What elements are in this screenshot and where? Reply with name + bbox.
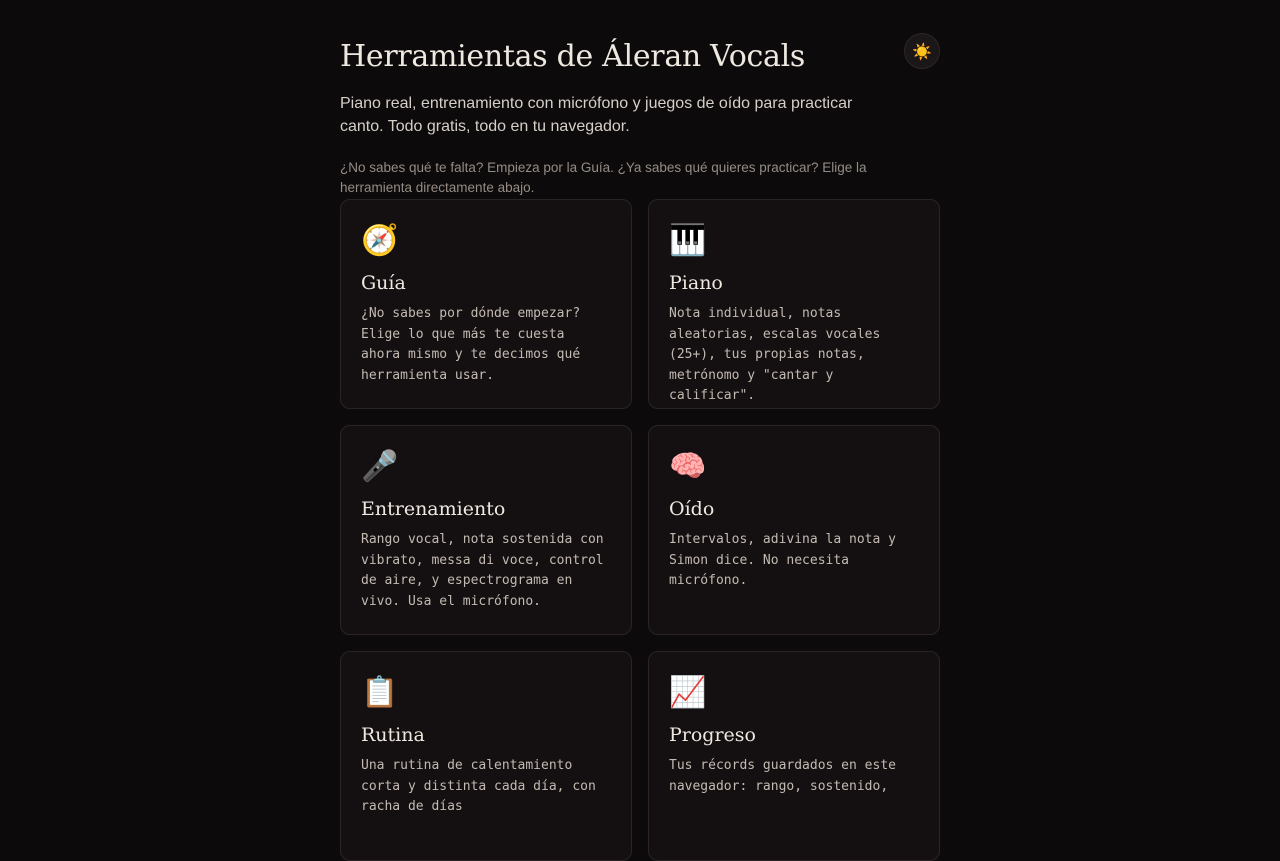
- chart-increasing-icon: 📈: [669, 675, 707, 710]
- clipboard-icon: 📋: [361, 675, 399, 710]
- tool-card-oido[interactable]: [648, 425, 940, 635]
- tool-card-piano[interactable]: [648, 199, 940, 409]
- page-title: Herramientas de Áleran Vocals: [340, 39, 806, 74]
- microphone-icon: 🎤: [361, 449, 399, 484]
- tool-card-progreso[interactable]: [648, 651, 940, 861]
- card-title: Entrenamiento: [361, 498, 506, 520]
- card-title: Progreso: [669, 724, 756, 746]
- page-intro: Piano real, entrenamiento con micrófono y juegos de oído para practicar canto. Todo gratis, todo en tu navegador.: [340, 95, 853, 135]
- tools-page: [340, 0, 940, 861]
- card-description: ¿No sabes por dónde empezar? Elige lo que más te cuesta ahora mismo y te decimos qué herramienta usar.: [361, 306, 581, 383]
- card-description: Una rutina de calentamiento corta y distinta cada día, con racha de días: [361, 758, 596, 814]
- theme-toggle-button[interactable]: [904, 33, 940, 69]
- card-title: Rutina: [361, 724, 425, 746]
- tool-card-rutina[interactable]: [340, 651, 632, 861]
- brain-icon: 🧠: [669, 449, 707, 484]
- card-description: Rango vocal, nota sostenida con vibrato, messa di voce, control de aire, y espectrograma en vivo. Usa el micrófono.: [361, 532, 604, 609]
- tools-grid: [340, 199, 940, 861]
- card-title: Guía: [361, 272, 406, 294]
- tool-card-entrenamiento[interactable]: [340, 425, 632, 635]
- card-description: Nota individual, notas aleatorias, escalas vocales (25+), tus propias notas, metrónomo y "cantar y calificar".: [669, 306, 881, 403]
- compass-icon: 🧭: [361, 223, 399, 258]
- card-title: Piano: [669, 272, 723, 294]
- piano-keys-icon: 🎹: [669, 223, 707, 258]
- card-title: Oído: [669, 498, 715, 520]
- sun-icon: ☀️: [912, 41, 932, 61]
- tool-card-guia[interactable]: [340, 199, 632, 409]
- page-hint: ¿No sabes qué te falta? Empieza por la Guía. ¿Ya sabes qué quieres practicar? Elige la herramienta directamente abajo.: [340, 160, 867, 195]
- card-description: Intervalos, adivina la nota y Simon dice. No necesita micrófono.: [669, 532, 896, 588]
- card-description: Tus récords guardados en este navegador: rango, sostenido,: [669, 758, 896, 794]
